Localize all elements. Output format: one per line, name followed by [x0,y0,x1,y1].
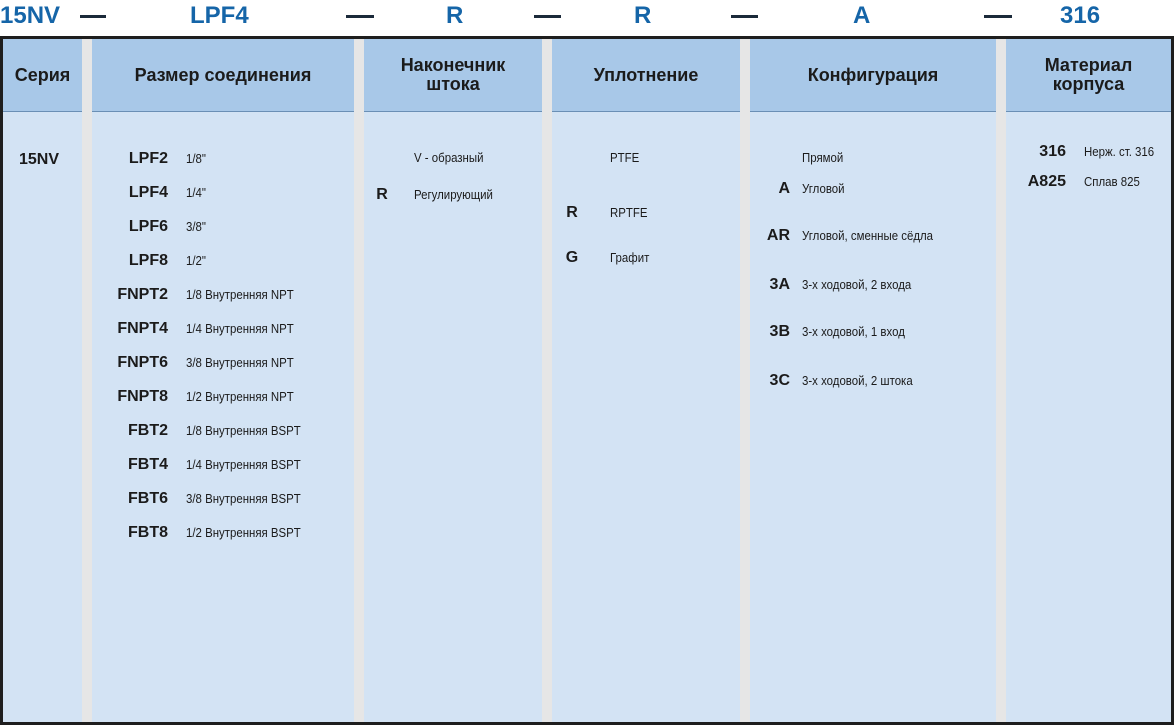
option-code: FBT6 [128,490,168,507]
separator-dash [346,15,374,18]
size-option [92,388,308,406]
option-code: 15NV [19,151,60,168]
option-code: FBT8 [128,524,168,541]
column-header-tip [364,39,542,112]
tip-option [364,186,503,204]
material-option [1006,173,1147,191]
option-description: Угловой, сменные сёдла [801,228,933,243]
option-description: RPTFE [609,205,648,220]
seal-option [552,249,654,267]
option-description: 1/8 Внутренняя NPT [185,287,294,302]
seal-option [552,150,643,165]
option-description: 1/4" [185,185,206,200]
option-code: FBT4 [128,456,168,473]
material-option [1006,143,1163,161]
tip-option [364,150,493,165]
size-option [92,422,316,440]
option-code: FNPT2 [117,286,168,303]
size-option [92,320,308,338]
order-code-series: 15NV [0,2,61,29]
option-description: 1/2 Внутренняя BSPT [185,525,301,540]
column-seal [552,39,740,722]
column-tip [364,39,542,722]
series-option [19,151,59,169]
separator-dash [80,15,106,18]
option-description: Сплав 825 [1083,174,1140,189]
column-gap [354,39,364,722]
option-description: 3-х ходовой, 2 штока [801,373,913,388]
size-option [92,184,208,202]
order-code-config: A [853,2,871,29]
seal-option [552,204,652,222]
option-code: 316 [1039,143,1066,160]
option-code: FNPT8 [117,388,168,405]
size-option [92,354,308,372]
header-line: Материал [1044,55,1133,75]
option-description: 3/8 Внутренняя NPT [185,355,294,370]
option-code: LPF4 [128,184,168,201]
option-code: LPF8 [128,252,168,269]
header-line: штока [426,74,480,94]
option-description: 1/8 Внутренняя BSPT [185,423,301,438]
option-description: Прямой [801,150,843,165]
config-option [750,227,951,245]
option-code: 3C [769,372,790,389]
option-code: 3B [769,323,790,340]
option-code: R [376,186,388,203]
option-description: 3-х ходовой, 2 входа [801,277,911,292]
option-code: R [566,204,578,221]
option-description: 1/4 Внутренняя BSPT [185,457,301,472]
column-header-seal: Уплотнение [552,39,740,112]
header-line: корпуса [1052,74,1125,94]
option-code: FNPT4 [117,320,168,337]
option-description: 1/2" [185,253,206,268]
option-code: A [778,180,790,197]
column-header-material [1006,39,1171,112]
option-description: 1/4 Внутренняя NPT [185,321,294,336]
header-line: Наконечник [400,55,506,75]
option-description: Регулирующий [413,187,493,202]
column-gap [542,39,552,722]
column-gap [82,39,92,722]
option-description: 1/2 Внутренняя NPT [185,389,294,404]
order-code-material: 316 [1060,2,1101,29]
option-code: A825 [1027,173,1066,190]
column-header-config: Конфигурация [750,39,996,112]
option-code: G [565,249,579,266]
size-option [92,456,316,474]
option-code: FBT2 [128,422,168,439]
size-option [92,490,316,508]
size-option [92,524,316,542]
option-description: Нерж. ст. 316 [1083,144,1154,159]
column-config [750,39,996,722]
order-code-size: LPF4 [190,2,249,29]
option-description: V - образный [413,150,484,165]
option-description: Графит [609,250,649,265]
config-option [750,323,919,341]
config-option [750,180,850,198]
column-material [1006,39,1171,722]
config-option [750,276,926,294]
separator-dash [731,15,758,18]
order-code-seal: R [634,2,652,29]
option-description: 3/8 Внутренняя BSPT [185,491,301,506]
size-option [92,150,208,168]
separator-dash [984,15,1012,18]
option-description: 3-х ходовой, 1 вход [801,324,905,339]
separator-dash [534,15,561,18]
size-option [92,252,208,270]
option-code: FNPT6 [117,354,168,371]
size-option [92,218,208,236]
column-gap [740,39,750,722]
option-code: LPF6 [128,218,168,235]
column-header-series: Серия [3,39,82,112]
option-description: PTFE [609,150,639,165]
column-size [92,39,354,722]
column-series [3,39,82,722]
config-option [750,372,927,390]
column-header-size: Размер соединения [92,39,354,112]
option-description: Угловой [801,181,845,196]
option-code: 3A [769,276,790,293]
option-description: 1/8" [185,151,206,166]
column-gap [996,39,1006,722]
config-option [750,150,849,165]
option-description: 3/8" [185,219,206,234]
order-code-tip: R [446,2,464,29]
option-code: LPF2 [128,150,168,167]
option-code: AR [766,227,790,244]
size-option [92,286,308,304]
